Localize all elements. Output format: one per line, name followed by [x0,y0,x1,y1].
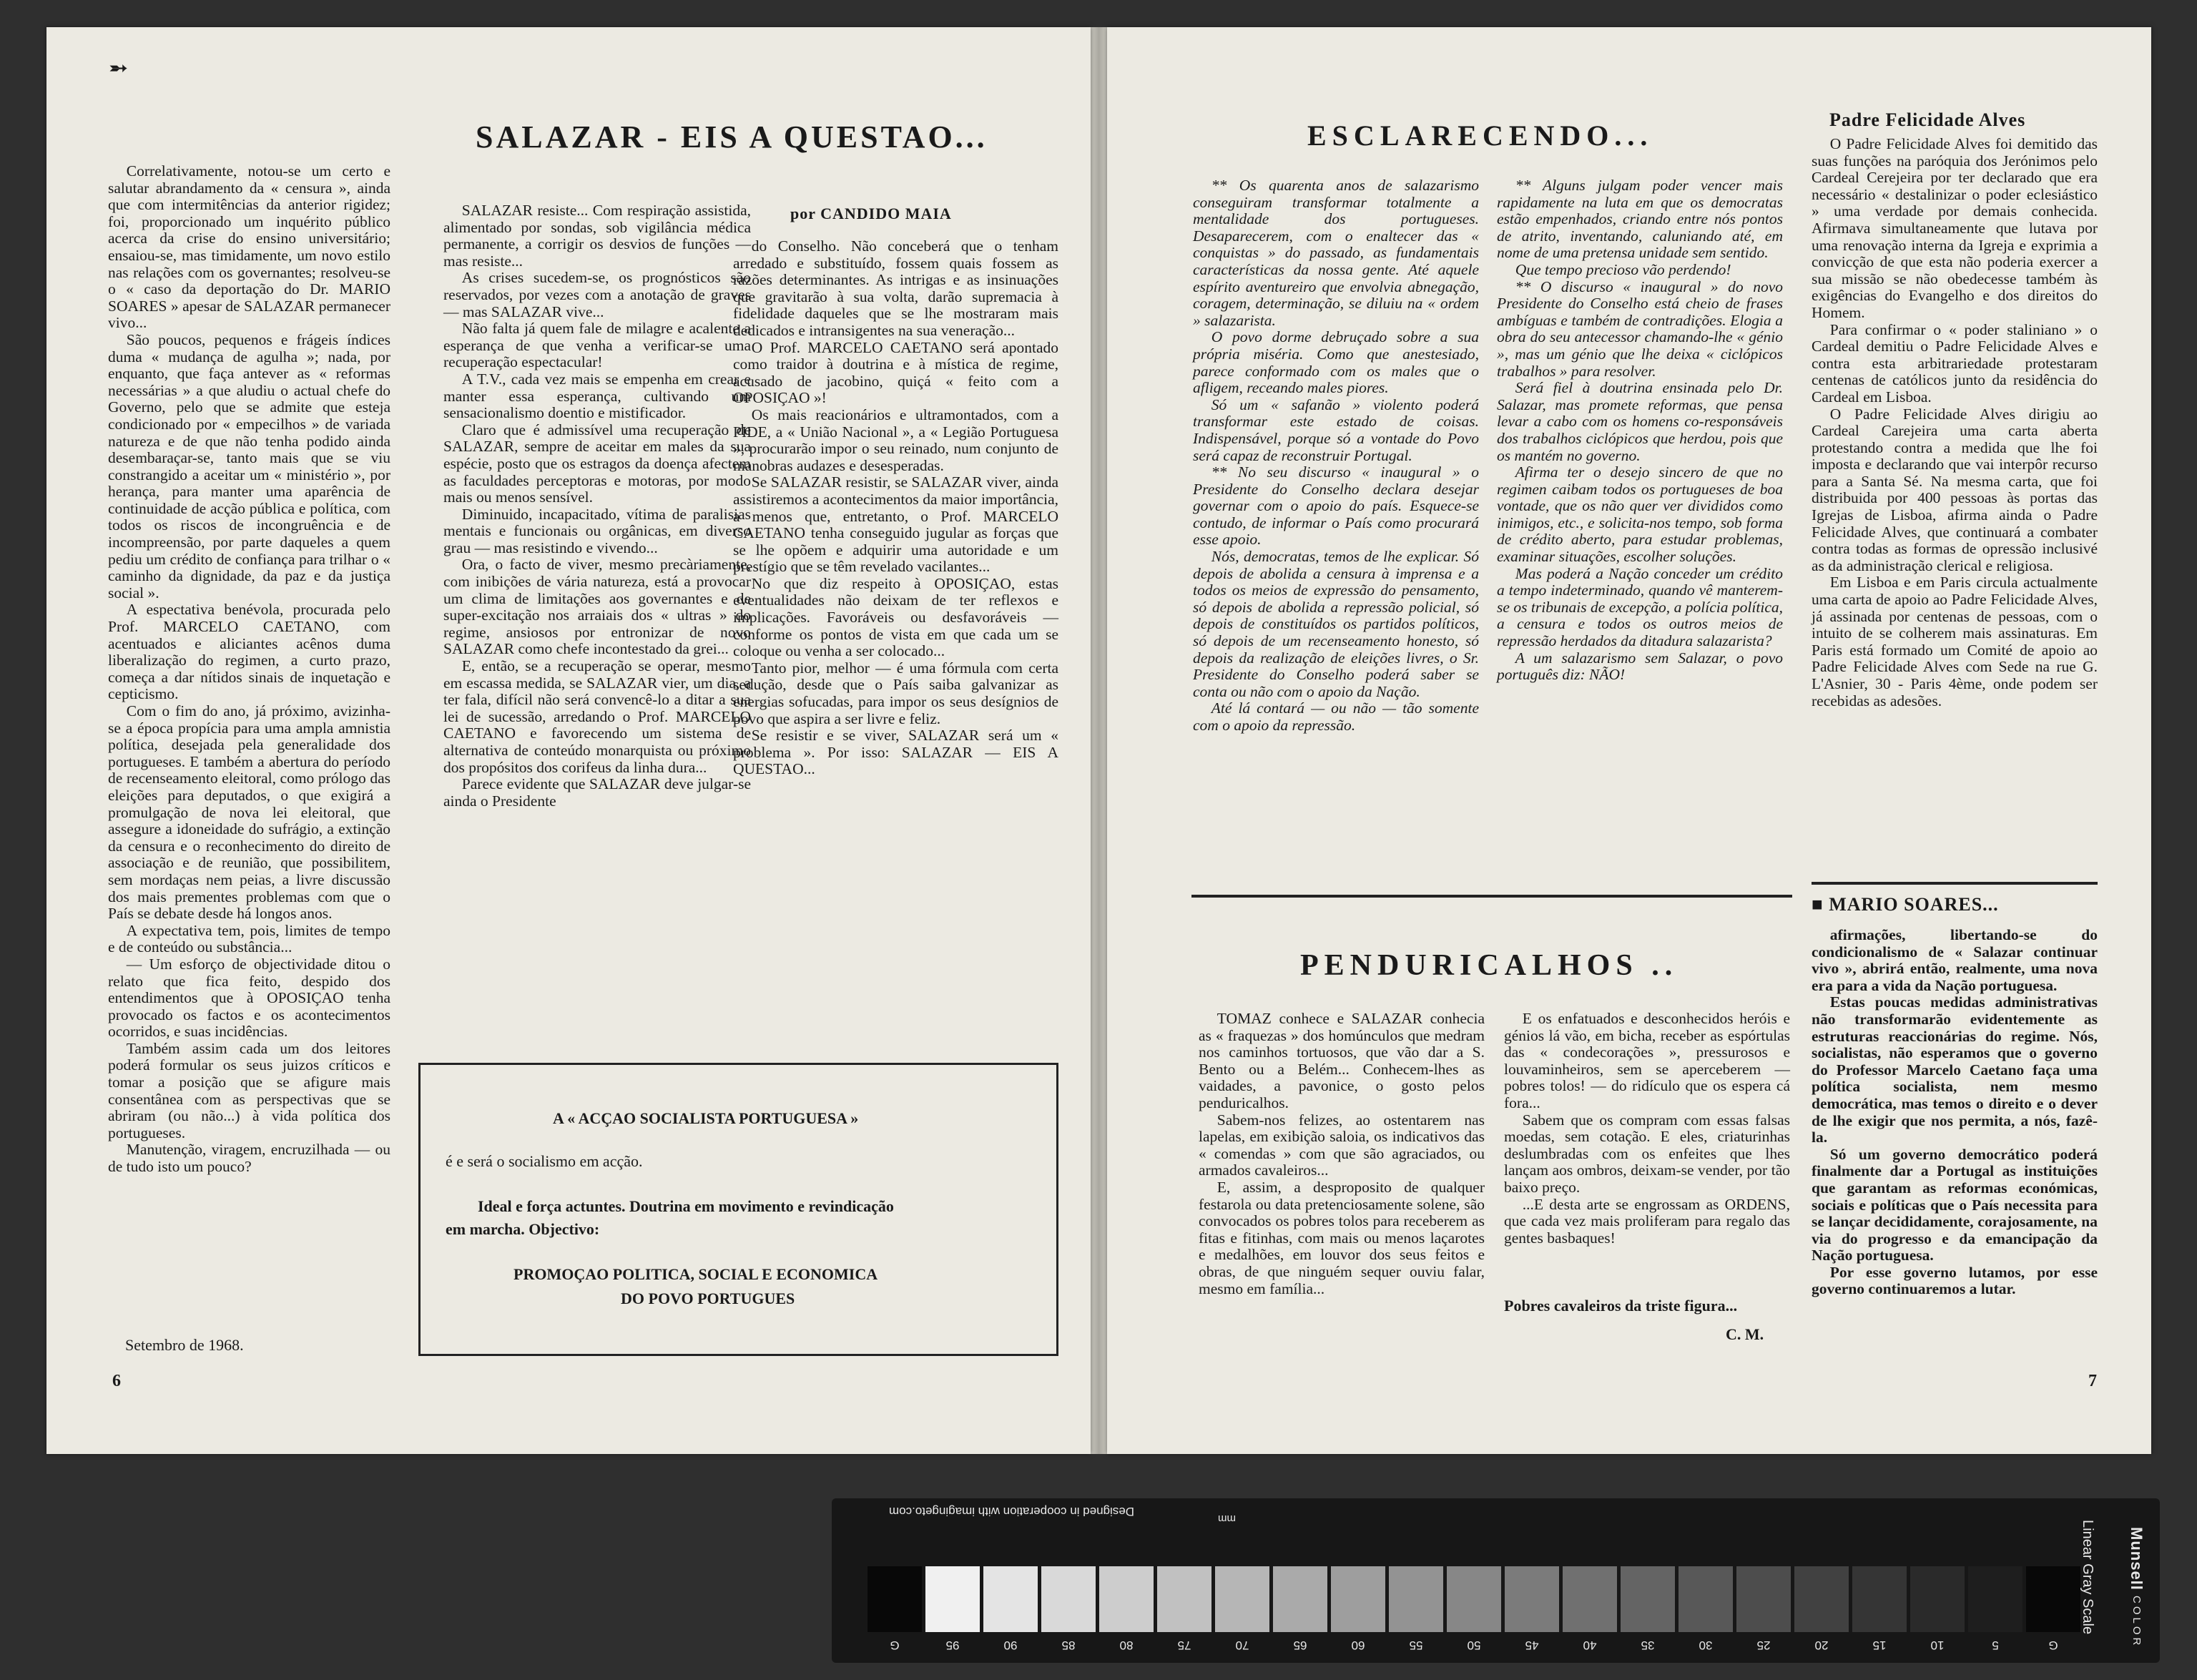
gray-patch [1968,1566,2022,1632]
headline-salazar: SALAZAR - EIS A QUESTAO... [476,119,988,154]
paragraph: Ora, o facto de viver, mesmo precàriamente, com inibições de vária natureza, está a provocar um clima de limitações aos governantes e de super-excitação nos arraiais dos « ultras » do regime, ansiosos por entronizar de novo SALAZAR como chefe incontestado da grei... [443,556,751,658]
mario-title: ■ MARIO SOARES... [1812,894,1999,915]
gray-patch [1331,1566,1385,1632]
patch-label: 40 [1583,1639,1597,1652]
box-line-2: Ideal e força actuntes. Doutrina em movimento e revindicação [478,1197,894,1215]
patch-label: 30 [1699,1639,1713,1652]
paragraph: ** No seu discurso « inaugural » o Presidente do Conselho declara desejar governar com o apoio do país. Esquece-se contudo, de informar o País como procurará esse apoio. [1193,463,1479,549]
esclarecendo-column-2 [1497,177,1783,684]
page-number: 6 [112,1372,121,1390]
right-page [1107,27,2151,1454]
brand-sub: COLOR [2130,1596,2143,1649]
patch-label: 25 [1756,1639,1771,1652]
mm-label: mm [1218,1513,1236,1525]
patch-label: 70 [1235,1639,1249,1652]
paragraph: ** O discurso « inaugural » do novo Presidente do Conselho está cheio de frases ambíguas e também de contradições. Elogia a obra do seu antecessor chamando-lhe « génio », mas um génio que lhe deixa « ciclópicos trabalhos » para resolver. [1497,277,1783,380]
gray-scale-card [832,1498,2160,1663]
gray-patch [925,1566,980,1632]
gray-patch [1099,1566,1154,1632]
paragraph: Só um governo democrático poderá finalmente dar a Portugal as instituições que garantam as reformas económicas, sociais e políticas que o País necessita para se lançar decididamente, corajosamente, na via do progresso e da emancipação da Nação portuguesa. [1812,1145,2098,1264]
penduricalhos-column-2 [1504,1011,1790,1247]
paragraph: Em Lisboa e em Paris circula actualmente uma carta de apoio ao Padre Felicidade Alves, já assinada por centenas de pessoas, com o intuito de se colherem mais assinaturas. Em Paris está formado um Comité de apoio ao Padre Felicidade Alves com Sede na rue G. L'Asnier, 30 - Paris 4ème, onde podem ser recebidas as adesões. [1812,574,2098,709]
gray-patch [983,1566,1038,1632]
paragraph: do Conselho. Não conceberá que o tenham arredado e substituído, fossem quais fossem as razões determinantes. As intrigas e as insinuações que gravitarão à sua volta, darão supremacia à fidelidade daqueles que se lhe mostraram mais dedicados e intransigentes na sua veneração... [733,237,1058,339]
card-credit: Designed in cooperation with imagingeto.com [889,1505,1135,1518]
paragraph: Também assim cada um dos leitores poderá formular os seus juizos críticos e tomar a posição que se afigure mais consentânea com as perspectivas que se abriram (ou não...) à vida política dos portugueses. [108,1039,390,1141]
paragraph: Será fiel à doutrina ensinada pelo Dr. Salazar, mas promete reformas, que pensa levar a cabo com os homens co-responsáveis dos trabalhos ciclópicos que herdou, pois que os mantém no governo. [1497,379,1783,464]
paragraph: A T.V., cada vez mais se empenha em crear e manter essa esperança, cultivando um sensacionalismo doentio e mistificador. [443,370,751,422]
paragraph: A espectativa benévola, procurada pelo Prof. MARCELO CAETANO, com acentuados e aliciantes acênos duma liberalização do regimen, a curto prazo, começa a dar nítidos sinais de inquetação e cepticismo. [108,601,390,703]
paragraph: E, assim, a desproposito de qualquer festarola ou data pretenciosamente solene, são convocados os pobres tolos para receberem as fitas e fitinhas, com mais ou menos laçarotes e medalhões, em louvor dos seus feitos e obras, de que ninguém sequer ouviu falar, mesmo em família... [1199,1178,1485,1297]
brand-name: Munsell [2128,1527,2146,1591]
gray-patch [1794,1566,1849,1632]
gray-patch [1273,1566,1327,1632]
patch-label: 15 [1872,1639,1887,1652]
box-line-3: em marcha. Objectivo: [446,1220,600,1238]
patch-label: G [890,1639,900,1652]
paragraph: Só um « safanão » violento poderá transformar este estado de coisas. Indispensável, porque só a vontade do Povo será capaz de reconstruir Portugal. [1193,396,1479,464]
padre-title: Padre Felicidade Alves [1829,109,2026,130]
gray-patch [1389,1566,1443,1632]
patch-label: 45 [1525,1639,1539,1652]
paragraph: Claro que é admissível uma recuperação de SALAZAR, sempre de aceitar em males da sua espécie, posto que os estragos da doença afectem as faculdades perceptoras e motoras, por modo mais ou menos sensível. [443,421,751,506]
paragraph: As crises sucedem-se, os prognósticos são reservados, por vezes com a anotação de graves — mas SALAZAR vive... [443,269,751,320]
paragraph: Que tempo precioso vão perdendo! [1515,260,1731,278]
gray-patch [1041,1566,1096,1632]
paragraph: A um salazarismo sem Salazar, o povo português diz: NÃO! [1497,649,1783,684]
paragraph: — Um esforço de objectividade ditou o relato que fica feito, despido dos entendimentos que à OPOSIÇAO tenha provocado os factos e os acontecimentos ocorridos, e suas incidências. [108,955,390,1041]
paragraph: Até lá contará — ou não — tão somente com o apoio da repressão. [1193,699,1479,734]
paragraph: Para confirmar o « poder staliniano » o Cardeal demitiu o Padre Felicidade Alves e contra esta arbitrariedade protestaram centenas de católicos junto da residência do Cardeal em Lisboa. [1812,320,2098,406]
gray-patch [868,1566,922,1632]
page-number: 7 [2088,1372,2097,1390]
gray-patch [1215,1566,1269,1632]
gray-patch [1621,1566,1675,1632]
paragraph: Não falta já quem fale de milagre e acalente a esperança de que venha a verificar-se uma recuperação espectacular! [443,320,751,371]
side-label: Linear Gray Scale [2080,1520,2095,1635]
arrow-icon: ➵ [109,57,128,80]
paragraph: E, então, se a recuperação se operar, mesmo em escassa medida, se SALAZAR vier, um dia, a ter fala, difícil não será convencê-lo a ditar a sua lei de sucessão, arredando o Prof. MARCELO CAETANO e favorecendo um sistema de alternativa de conteúdo monarquista ou próximo dos propósitos dos corifeus da linha dura... [443,657,751,776]
socialist-action-box [418,1063,1058,1356]
paragraph: afirmações, libertando-se do condicionalismo de « Salazar continuar vivo », abrirá então, realmente, uma nova era para a vida da Nação portuguesa. [1812,926,2098,994]
penduricalhos-column-1 [1199,1011,1485,1297]
patch-label: 35 [1641,1639,1655,1652]
paragraph: Tanto pior, melhor — é uma fórmula com certa sedução, desde que o País saiba galvanizar as energias sofucadas, para impor os seus desígnios de povo que aspira a ser livre e feliz. [733,659,1058,727]
gray-patch [2026,1566,2080,1632]
box-line-1: é e será o socialismo em acção. [446,1152,643,1170]
box-title: A « ACÇAO SOCIALISTA PORTUGUESA » [553,1109,859,1127]
article-column-3 [733,238,1058,778]
patch-label: 85 [1061,1639,1076,1652]
paragraph: A expectativa tem, pois, limites de tempo e de conteúdo ou substância... [108,921,390,956]
headline-esclarecendo: ESCLARECENDO... [1307,119,1653,152]
brand-logo [2127,1527,2146,1648]
patch-label: 80 [1119,1639,1134,1652]
paragraph: Se resistir e se viver, SALAZAR será um « problema ». Por isso: SALAZAR — EIS A QUESTAO... [733,727,1058,778]
paragraph: Estas poucas medidas administrativas não transformarão evidentemente as estruturas reaccionárias do regime. Nós, socialistas, não esperamos que o governo do Professor Marcelo Caetano faça uma política socialista, nem mesmo democrática, mas temos o direito e o dever de lhe exigir que nos permita, a nós, fazê-la. [1812,993,2098,1146]
padre-column [1812,136,2098,709]
paragraph: E os enfatuados e desconhecidos heróis e génios lá vão, em bicha, receber as espórtulas das « condecorações », pressurosos e louvaminheiros, sem se aperceberem — pobres tolos! — do ridículo que os espera cá fora... [1504,1010,1790,1111]
section-rule [1191,895,1792,898]
patch-label: 10 [1930,1639,1945,1652]
paragraph: O Prof. MARCELO CAETANO será apontado como traidor à doutrina e à mística de regime, acusado de jacobino, quiçá « feito com a OPOSIÇAO »! [733,338,1058,407]
gray-patch [1852,1566,1907,1632]
patch-label: 75 [1177,1639,1191,1652]
paragraph: São poucos, pequenos e frágeis índices duma « mudança de agulha »; nada, por enquanto, que faça antever as « reformas necessárias » a que aludiu o actual chefe do Governo, pelo que se admite que esteja condicionado por « empecilhos » de variada natureza e de que não tenha podido ainda desembaraçar-se, tanto mais que se viu constrangido a aceitar um « ministério », por herança, para manter uma aparência de continuidade de acção pública e política, com todos os riscos de incongruência e de incompreensão, por parte daqueles a quem pediu um crédito de confiança para trilhar o « caminho da dignidade, da paz e da justiça social ». [108,330,390,601]
paragraph: SALAZAR resiste... Com respiração assistida, alimentado por sondas, sob vigilância médica permanente, a corrigir os desvios de funções — mas resiste... [443,202,751,270]
closing-line: Pobres cavaleiros da triste figura... [1504,1297,1738,1315]
gray-patch [1563,1566,1617,1632]
patch-label: 55 [1409,1639,1423,1652]
gray-patch [1157,1566,1211,1632]
paragraph: Parece evidente que SALAZAR deve julgar-se ainda o Presidente [443,775,751,810]
gray-patch [1679,1566,1733,1632]
paragraph: Por esse governo lutamos, por esse governo continuaremos a lutar. [1812,1263,2098,1298]
patch-label: 20 [1814,1639,1829,1652]
paragraph: Com o fim do ano, já próximo, avizinha-se a época propícia para uma ampla amnistia política, desejada pela generalidade dos portugueses. E também a abertura do período de recenseamento eleitoral, como prólogo das eleições para deputados, o que exigirá a promulgação de nova lei eleitoral, que assegure a idoneidade do sufrágio, a extinção da censura e o reconhecimento do direito de associação e de reunião, que possibilitem, sem mordaças nem peias, a livre discussão dos mais prementes problemas com que o País se debate desde há longos anos. [108,702,390,923]
paragraph: ** Alguns julgam poder vencer mais rapidamente na luta em que os democratas estão empenhados, criando entre nós pontos de atrito, inventando, caluniando até, em nome de uma pretensa unidade sem sentido. [1497,177,1783,262]
paragraph: O Padre Felicidade Alves foi demitido das suas funções na paróquia dos Jerónimos pelo Cardeal Cerejeira por ter declarado que era necessário « destalinizar o poder eclesiástico » uma verdade por demais conhecida. Afirmava simultaneamente que lutava por uma renovação interna da Igreja e exprimia a convicção de que esta não poderia exercer a sua missão se não obedecesse também às exigências do Evangelho e dos direitos do Homem. [1812,135,2098,321]
patch-label: 90 [1003,1639,1018,1652]
article-column-1 [108,163,390,1176]
paragraph: Correlativamente, notou-se um certo e salutar abrandamento da « censura », ainda que com intermitências da anterior rigidez; foi, proporcionado um inquérito público acerca da crise do ensino universitário; ensaiou-se, mas timidamente, um novo estilo nas relações com os governantes; resolveu-se o « caso da deportação do Dr. MARIO SOARES » apesar de SALAZAR permanecer vivo... [108,162,390,332]
padre-rule [1812,882,2098,885]
paragraph: Se SALAZAR resistir, se SALAZAR viver, ainda assistiremos a acontecimentos da maior importância, a menos que, entretanto, o Prof. MARCELO CAETANO tenha conseguido jugular as forças que se lhe opõem e adquirir uma autoridade e um prestígio que se têm revelado vacilantes... [733,473,1058,576]
paragraph: TOMAZ conhece e SALAZAR conhecia as « fraquezas » dos homúnculos que medram nos caminhos tortuosos, que vão dar a S. Bento ou a Belém... Conhecem-lhes as vaidades, a pavonice, o gosto pelos penduricalhos. [1199,1010,1485,1111]
patch-label: 5 [1992,1639,1999,1652]
box-line-5: DO POVO PORTUGUES [621,1290,795,1307]
paragraph: ...E desta arte se engrossam as ORDENS, que cada vez mais proliferam para regalo das gentes basbaques! [1504,1195,1790,1247]
paragraph: Afirma ter o desejo sincero de que no regimen caibam todos os portugueses de boa vontade, que os não quer ver divididos como inimigos, etc., e solicita-nos tempo, sob forma de crédito aberto, para estudar problemas, examinar situações, escolher soluções. [1497,463,1783,566]
patch-label: 50 [1467,1639,1481,1652]
patch-label: 60 [1351,1639,1365,1652]
gray-patch [1910,1566,1965,1632]
gray-patch-strip [868,1566,2155,1656]
dateline: Setembro de 1968. [125,1336,244,1354]
signature: C. M. [1726,1325,1764,1343]
paragraph: Nós, democratas, temos de lhe explicar. Só depois de abolida a censura à imprensa e a todos os meios de expressão do pensamento, só depois de abolida a repressão policial, só depois de constituídos os partidos políticos, só depois de um recenseamento honesto, só depois da realização de eleições livres, o Sr. Presidente do Conselho poderá saber se conta ou não com o apoio da Nação. [1193,548,1479,700]
headline-penduricalhos: PENDURICALHOS .. [1300,949,1679,982]
paragraph: No que diz respeito à OPOSIÇAO, estas eventualidades não deixam de ter reflexos e implicações. Favoráveis ou desfavoráveis — conforme os pontos de vista em que cada um se coloque ou venha a ser colocado... [733,574,1058,660]
paragraph: Sabem-nos felizes, ao ostentarem nas lapelas, em exibição saloia, os indicativos das « comendas » com que são agraciados, ou armados cavaleiros... [1199,1111,1485,1179]
paragraph: Diminuido, incapacitado, vítima de paralisias mentais e funcionais ou orgânicas, em diverso grau — mas resistindo e vivendo... [443,505,751,556]
patch-label: G [2048,1639,2058,1652]
box-line-4: PROMOÇAO POLITICA, SOCIAL E ECONOMICA [513,1265,878,1283]
byline: por CANDIDO MAIA [790,205,952,222]
book-gutter [1091,27,1107,1454]
paragraph: Manutenção, viragem, encruzilhada — ou de tudo isto um pouco? [108,1141,390,1176]
mario-column [1812,927,2098,1298]
left-page [46,27,1091,1454]
gray-patch [1505,1566,1559,1632]
paragraph: O Padre Felicidade Alves dirigiu ao Cardeal Carejeira uma carta aberta protestando contra a medida que lhe foi imposta e declarando que vai interpôr recurso para a Santa Sé. Na mesma carta, que foi distribuida por 400 pessoas às portas das Igrejas de Lisboa, afirma ainda o Padre Felicidade Alves, que continuará a combater contra todas as formas de opressão inclusivé as da administração clerical e religiosa. [1812,405,2098,574]
paragraph: Sabem que os compram com essas falsas moedas, sem cotação. E eles, criaturinhas deslumbradas com os enfeites que lhes lançam aos ombros, deixam-se vender, por tão baixo preço. [1504,1111,1790,1196]
gray-patch [1736,1566,1791,1632]
esclarecendo-column-1 [1193,177,1479,735]
gray-patch [1447,1566,1501,1632]
patch-label: 95 [945,1639,960,1652]
paragraph: O povo dorme debruçado sobre a sua própria miséria. Como que anestesiado, parece conformado com os males que o afligem, receando males piores. [1193,328,1479,397]
patch-label: 65 [1293,1639,1307,1652]
article-column-2 [443,202,751,810]
paragraph: Mas poderá a Nação conceder um crédito a tempo indeterminado, quando vê manterem-se os tribunais de excepção, a polícia política, a censura e todos os outros meios de repressão herdados da ditadura salazarista? [1497,564,1783,650]
paragraph: ** Os quarenta anos de salazarismo conseguiram transformar totalmente a mentalidade dos portugueses. Desaparecerem, com o enaltecer das « conquistas » do passado, as fundamentais características da nossa gente. Até aquele espírito aventureiro que envolvia abnegação, coragem, determinação, se diluiu na « ordem » salazarista. [1193,177,1479,329]
paragraph: Os mais reacionários e ultramontados, com a PIDE, a « União Nacional », a « Legião Portuguesa », procurarão impor o seu reinado, num conjunto de manobras audazes e desesperadas. [733,406,1058,474]
